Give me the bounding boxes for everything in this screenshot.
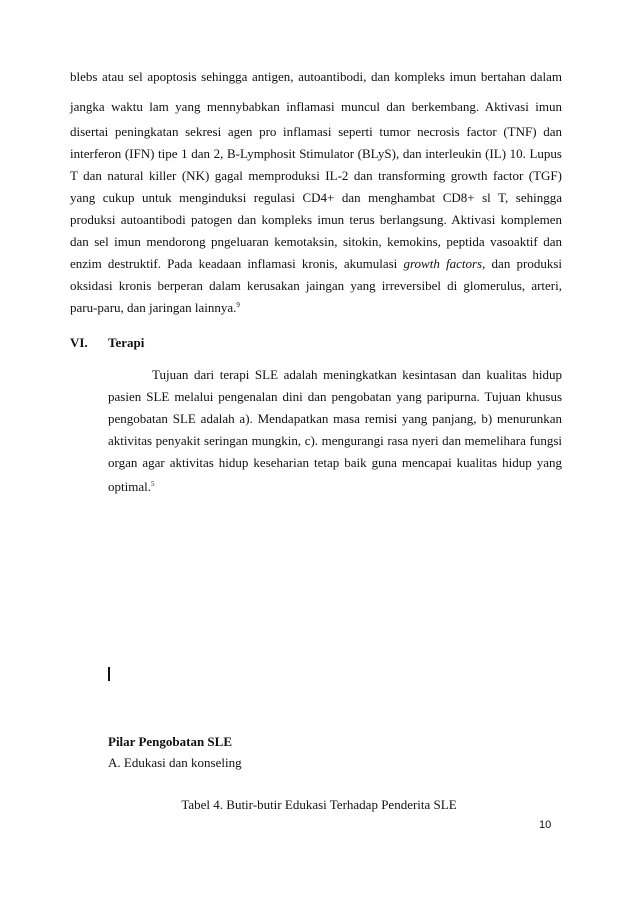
paragraph-line — [70, 256, 562, 272]
citation-superscript: 5 — [150, 480, 155, 488]
paragraph-line: blebs atau sel apoptosis sehingga antigen, autoantibodi, dan kompleks imun bertahan dalam — [70, 69, 562, 84]
text-segment: optimal. — [108, 479, 151, 494]
paragraph-line: aktivitas penyakit seringan mungkin, c). mengurangi rasa nyeri dan memelihara fungsi — [108, 433, 562, 448]
paragraph-line: pasien SLE melalui pengenalan dini dan pengobatan yang paripurna. Tujuan khusus — [108, 389, 562, 404]
citation-superscript: 9 — [236, 301, 240, 309]
paragraph-line: Tujuan dari terapi SLE adalah meningkatkan kesintasan dan kualitas hidup — [152, 367, 562, 382]
text-segment: , dan produksi — [482, 256, 562, 271]
section-number: VI. — [70, 335, 88, 350]
paragraph-line: organ agar aktivitas hidup keseharian tetap baik guna mencapai kualitas hidup yang — [108, 455, 562, 470]
paragraph-line: dan sel imun mendorong pngeluaran kemotaksin, sitokin, kemokins, peptida vasoaktif dan — [70, 234, 562, 249]
paragraph-line: T dan natural killer (NK) gagal memproduksi IL-2 dan transforming growth factor (TGF) — [70, 168, 562, 183]
paragraph-line: oksidasi kronis berperan dalam kerusakan jaingan yang irreversibel di glomerulus, arteri, — [70, 278, 562, 293]
text-segment: paru-paru, dan jaringan lainnya. — [70, 300, 237, 315]
text-cursor[interactable] — [108, 667, 110, 681]
paragraph-line: interferon (IFN) tipe 1 dan 2, B-Lymphosit Stimulator (BLyS), dan interleukin (IL) 10. Lupus — [70, 146, 562, 161]
pilar-heading: Pilar Pengobatan SLE — [108, 734, 233, 749]
paragraph-line: jangka waktu lam yang mennybabkan inflamasi muncul dan berkembang. Aktivasi imun — [70, 99, 562, 114]
paragraph-line — [108, 479, 562, 495]
paragraph-line: pengobatan SLE adalah a). Mendapatkan masa remisi yang panjang, b) menurunkan — [108, 411, 562, 426]
table-caption: Tabel 4. Butir-butir Edukasi Terhadap Penderita SLE — [181, 797, 457, 812]
paragraph-line: disertai peningkatan sekresi agen pro inflamasi seperti tumor necrosis factor (TNF) dan — [70, 124, 562, 139]
section-title: Terapi — [108, 335, 145, 350]
list-item-a: A. Edukasi dan konseling — [108, 755, 242, 770]
paragraph-line: produksi autoantibodi patogen dan kompleks imun terus berlangsung. Aktivasi komplemen — [70, 212, 562, 227]
page-number: 10 — [539, 819, 552, 831]
paragraph-line — [70, 300, 562, 316]
paragraph-line: yang cukup untuk menginduksi regulasi CD4+ dan menghambat CD8+ sl T, sehingga — [70, 190, 562, 205]
text-segment: enzim destruktif. Pada keadaan inflamasi kronis, akumulasi — [70, 256, 404, 271]
italic-term: growth factors — [403, 256, 483, 271]
